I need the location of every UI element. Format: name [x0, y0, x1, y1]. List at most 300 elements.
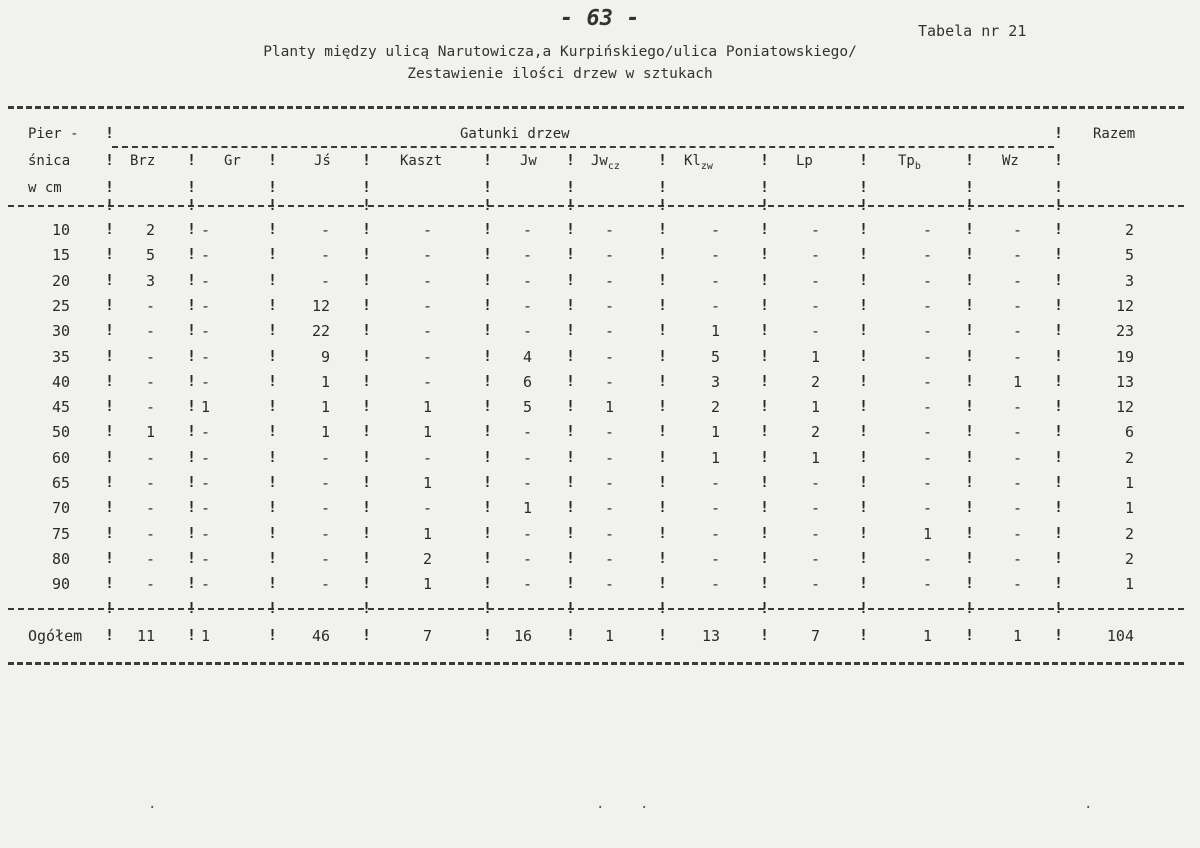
- species-count: 1: [422, 525, 432, 543]
- row-total: 2: [1124, 525, 1134, 543]
- species-count: -: [522, 449, 532, 467]
- column-separator: !: [1054, 271, 1064, 289]
- species-count: 2: [145, 221, 155, 239]
- column-separator: !: [483, 196, 493, 214]
- column-separator: !: [566, 549, 576, 567]
- header-rule: [8, 205, 1184, 207]
- diameter-value: 60: [51, 449, 70, 467]
- column-separator: !: [965, 498, 975, 516]
- species-count: -: [145, 575, 155, 593]
- bottom-rule: [8, 662, 1184, 665]
- header-diameter-line2: śnica: [28, 153, 71, 169]
- column-separator: !: [362, 321, 372, 339]
- species-count: -: [200, 449, 210, 467]
- column-separator: !: [1054, 124, 1064, 142]
- column-separator: !: [362, 347, 372, 365]
- column-separator: !: [760, 524, 770, 542]
- column-separator: !: [566, 372, 576, 390]
- species-count: -: [810, 474, 820, 492]
- column-separator: !: [566, 271, 576, 289]
- species-count: 1: [145, 423, 155, 441]
- column-separator: !: [658, 296, 668, 314]
- column-separator: !: [483, 321, 493, 339]
- species-count: -: [710, 525, 720, 543]
- header-diameter-line1: Pier -: [28, 126, 79, 142]
- column-separator: !: [760, 599, 770, 617]
- column-separator: !: [1054, 498, 1064, 516]
- column-separator: !: [187, 498, 197, 516]
- species-count: 1: [422, 474, 432, 492]
- species-count: -: [145, 373, 155, 391]
- species-count: -: [1012, 499, 1022, 517]
- column-separator: !: [268, 372, 278, 390]
- diameter-value: 80: [51, 550, 70, 568]
- column-separator: !: [1054, 448, 1064, 466]
- header-species-8: $Tp_b$: [898, 153, 921, 172]
- header-species-group: Gatunki drzew: [460, 126, 570, 142]
- species-count: -: [810, 575, 820, 593]
- column-separator: !: [187, 448, 197, 466]
- column-separator: !: [187, 178, 197, 196]
- species-count: 1: [810, 398, 820, 416]
- column-separator: !: [268, 549, 278, 567]
- header-species-subscript: cz: [607, 160, 620, 172]
- species-count: -: [145, 550, 155, 568]
- column-separator: !: [760, 271, 770, 289]
- column-separator: !: [105, 599, 115, 617]
- species-count: -: [200, 550, 210, 568]
- column-separator: !: [362, 524, 372, 542]
- column-separator: !: [658, 196, 668, 214]
- species-count: -: [145, 398, 155, 416]
- column-separator: !: [965, 245, 975, 263]
- species-total: 11: [136, 627, 155, 645]
- title-line-2: Zestawienie ilości drzew w sztukach: [407, 66, 713, 82]
- row-total: 19: [1115, 348, 1134, 366]
- species-count: -: [710, 499, 720, 517]
- column-separator: !: [483, 245, 493, 263]
- column-separator: !: [859, 196, 869, 214]
- species-count: -: [422, 221, 432, 239]
- column-separator: !: [658, 498, 668, 516]
- species-count: -: [200, 246, 210, 264]
- species-count: -: [422, 499, 432, 517]
- column-separator: !: [760, 397, 770, 415]
- row-total: 1: [1124, 474, 1134, 492]
- species-count: -: [145, 297, 155, 315]
- column-separator: !: [187, 271, 197, 289]
- species-count: -: [522, 550, 532, 568]
- column-separator: !: [105, 422, 115, 440]
- column-separator: !: [483, 372, 493, 390]
- column-separator: !: [362, 178, 372, 196]
- row-total: 2: [1124, 449, 1134, 467]
- diameter-value: 10: [51, 221, 70, 239]
- column-separator: !: [105, 245, 115, 263]
- column-separator: !: [483, 549, 493, 567]
- column-separator: !: [362, 498, 372, 516]
- species-count: -: [1012, 423, 1022, 441]
- species-count: -: [922, 348, 932, 366]
- species-count: 1: [810, 348, 820, 366]
- species-total: 13: [701, 627, 720, 645]
- species-count: -: [422, 272, 432, 290]
- species-count: -: [922, 449, 932, 467]
- species-count: -: [522, 322, 532, 340]
- diameter-value: 40: [51, 373, 70, 391]
- species-count: 3: [145, 272, 155, 290]
- species-count: -: [710, 272, 720, 290]
- column-separator: !: [268, 245, 278, 263]
- species-count: -: [922, 221, 932, 239]
- column-separator: !: [859, 473, 869, 491]
- column-separator: !: [859, 599, 869, 617]
- column-separator: !: [187, 372, 197, 390]
- column-separator: !: [965, 574, 975, 592]
- species-count: -: [522, 272, 532, 290]
- column-separator: !: [268, 448, 278, 466]
- group-underline: [112, 146, 1054, 148]
- species-count: -: [922, 322, 932, 340]
- column-separator: !: [566, 448, 576, 466]
- header-species-9: Wz: [1002, 153, 1019, 169]
- column-separator: !: [187, 397, 197, 415]
- species-count: 12: [311, 297, 330, 315]
- column-separator: !: [658, 220, 668, 238]
- species-count: -: [1012, 348, 1022, 366]
- column-separator: !: [658, 372, 668, 390]
- species-count: -: [422, 449, 432, 467]
- species-count: -: [604, 449, 614, 467]
- column-separator: !: [268, 347, 278, 365]
- header-species-1: Gr: [224, 153, 241, 169]
- column-separator: !: [483, 347, 493, 365]
- column-separator: !: [859, 151, 869, 169]
- column-separator: !: [187, 245, 197, 263]
- species-count: 2: [710, 398, 720, 416]
- column-separator: !: [1054, 574, 1064, 592]
- species-count: -: [200, 525, 210, 543]
- row-total: 1: [1124, 575, 1134, 593]
- column-separator: !: [658, 321, 668, 339]
- species-count: -: [1012, 398, 1022, 416]
- column-separator: !: [859, 321, 869, 339]
- species-count: -: [810, 272, 820, 290]
- column-separator: !: [658, 574, 668, 592]
- species-total: 46: [311, 627, 330, 645]
- column-separator: !: [483, 448, 493, 466]
- species-count: -: [200, 474, 210, 492]
- column-separator: !: [965, 397, 975, 415]
- species-count: 2: [810, 423, 820, 441]
- title-line-1: Planty między ulicą Narutowicza,a Kurpińskiego/ulica Poniatowskiego/: [263, 44, 857, 60]
- species-count: -: [604, 575, 614, 593]
- column-separator: !: [362, 448, 372, 466]
- column-separator: !: [760, 151, 770, 169]
- column-separator: !: [187, 220, 197, 238]
- column-separator: !: [760, 626, 770, 644]
- species-count: 1: [522, 499, 532, 517]
- column-separator: !: [760, 372, 770, 390]
- diameter-value: 35: [51, 348, 70, 366]
- species-count: -: [604, 348, 614, 366]
- column-separator: !: [859, 245, 869, 263]
- column-separator: !: [859, 549, 869, 567]
- column-separator: !: [658, 347, 668, 365]
- column-separator: !: [658, 397, 668, 415]
- column-separator: !: [268, 296, 278, 314]
- species-count: -: [922, 398, 932, 416]
- species-count: -: [604, 525, 614, 543]
- species-count: -: [320, 221, 330, 239]
- column-separator: !: [1054, 245, 1064, 263]
- species-count: -: [145, 348, 155, 366]
- species-count: 1: [320, 373, 330, 391]
- row-total: 12: [1115, 398, 1134, 416]
- column-separator: !: [1054, 196, 1064, 214]
- species-count: -: [810, 221, 820, 239]
- column-separator: !: [760, 448, 770, 466]
- diameter-value: 45: [51, 398, 70, 416]
- column-separator: !: [859, 524, 869, 542]
- column-separator: !: [760, 296, 770, 314]
- species-count: 3: [710, 373, 720, 391]
- column-separator: !: [483, 574, 493, 592]
- column-separator: !: [1054, 321, 1064, 339]
- column-separator: !: [1054, 372, 1064, 390]
- diameter-value: 30: [51, 322, 70, 340]
- column-separator: !: [187, 321, 197, 339]
- diameter-value: 75: [51, 525, 70, 543]
- column-separator: !: [658, 524, 668, 542]
- column-separator: !: [566, 422, 576, 440]
- column-separator: !: [965, 422, 975, 440]
- column-separator: !: [362, 549, 372, 567]
- species-count: -: [1012, 322, 1022, 340]
- species-count: -: [1012, 474, 1022, 492]
- column-separator: !: [566, 473, 576, 491]
- species-total: 1: [922, 627, 932, 645]
- species-count: 1: [320, 423, 330, 441]
- species-count: 2: [422, 550, 432, 568]
- species-count: -: [604, 550, 614, 568]
- column-separator: !: [859, 372, 869, 390]
- column-separator: !: [859, 626, 869, 644]
- column-separator: !: [105, 296, 115, 314]
- column-separator: !: [965, 599, 975, 617]
- column-separator: !: [965, 220, 975, 238]
- species-count: -: [320, 474, 330, 492]
- column-separator: !: [187, 599, 197, 617]
- diameter-value: 65: [51, 474, 70, 492]
- species-count: -: [200, 575, 210, 593]
- column-separator: !: [268, 574, 278, 592]
- column-separator: !: [105, 498, 115, 516]
- total-label: Ogółem: [28, 627, 83, 645]
- species-count: 5: [145, 246, 155, 264]
- column-separator: !: [1054, 549, 1064, 567]
- column-separator: !: [566, 347, 576, 365]
- species-count: -: [922, 499, 932, 517]
- species-count: -: [1012, 575, 1022, 593]
- column-separator: !: [362, 473, 372, 491]
- species-count: 1: [810, 449, 820, 467]
- column-separator: !: [859, 422, 869, 440]
- header-species-5: $Jw_{cz}$: [591, 153, 620, 172]
- species-count: -: [522, 423, 532, 441]
- column-separator: !: [483, 626, 493, 644]
- species-count: -: [200, 322, 210, 340]
- species-count: -: [320, 575, 330, 593]
- column-separator: !: [566, 178, 576, 196]
- header-species-subscript: zw: [700, 160, 713, 172]
- species-total: 7: [422, 627, 432, 645]
- body-end-rule: [8, 608, 1184, 610]
- column-separator: !: [1054, 599, 1064, 617]
- species-count: -: [922, 373, 932, 391]
- column-separator: !: [658, 422, 668, 440]
- species-count: 1: [422, 423, 432, 441]
- species-count: -: [604, 272, 614, 290]
- column-separator: !: [965, 524, 975, 542]
- column-separator: !: [1054, 473, 1064, 491]
- column-separator: !: [760, 220, 770, 238]
- column-separator: !: [105, 347, 115, 365]
- column-separator: !: [362, 196, 372, 214]
- column-separator: !: [268, 397, 278, 415]
- column-separator: !: [1054, 397, 1064, 415]
- species-count: -: [145, 474, 155, 492]
- column-separator: !: [187, 296, 197, 314]
- species-count: 1: [1012, 373, 1022, 391]
- column-separator: !: [483, 271, 493, 289]
- species-count: -: [604, 221, 614, 239]
- species-count: -: [200, 348, 210, 366]
- column-separator: !: [187, 574, 197, 592]
- column-separator: !: [483, 422, 493, 440]
- column-separator: !: [658, 151, 668, 169]
- column-separator: !: [105, 574, 115, 592]
- species-count: -: [922, 297, 932, 315]
- row-total: 3: [1124, 272, 1134, 290]
- column-separator: !: [965, 196, 975, 214]
- column-separator: !: [362, 245, 372, 263]
- species-count: 5: [710, 348, 720, 366]
- column-separator: !: [760, 196, 770, 214]
- species-count: -: [604, 423, 614, 441]
- species-count: 1: [422, 575, 432, 593]
- species-count: -: [604, 322, 614, 340]
- species-count: -: [710, 221, 720, 239]
- column-separator: !: [105, 271, 115, 289]
- column-separator: !: [566, 245, 576, 263]
- species-count: -: [710, 297, 720, 315]
- column-separator: !: [1054, 220, 1064, 238]
- header-diameter-line3: w cm: [28, 180, 62, 196]
- column-separator: !: [105, 196, 115, 214]
- column-separator: !: [965, 448, 975, 466]
- stray-marks: ·: [640, 800, 649, 816]
- column-separator: !: [105, 626, 115, 644]
- species-count: 1: [200, 398, 210, 416]
- species-count: -: [145, 322, 155, 340]
- column-separator: !: [483, 296, 493, 314]
- species-count: -: [320, 246, 330, 264]
- column-separator: !: [362, 626, 372, 644]
- column-separator: !: [859, 498, 869, 516]
- column-separator: !: [362, 151, 372, 169]
- species-count: -: [1012, 550, 1022, 568]
- column-separator: !: [268, 271, 278, 289]
- column-separator: !: [566, 220, 576, 238]
- species-count: -: [1012, 272, 1022, 290]
- column-separator: !: [1054, 347, 1064, 365]
- column-separator: !: [268, 599, 278, 617]
- column-separator: !: [965, 271, 975, 289]
- column-separator: !: [187, 347, 197, 365]
- species-total: 1: [200, 627, 210, 645]
- column-separator: !: [760, 473, 770, 491]
- row-total: 2: [1124, 550, 1134, 568]
- column-separator: !: [760, 245, 770, 263]
- column-separator: !: [965, 549, 975, 567]
- column-separator: !: [268, 151, 278, 169]
- column-separator: !: [268, 524, 278, 542]
- column-separator: !: [859, 397, 869, 415]
- species-total: 1: [604, 627, 614, 645]
- column-separator: !: [483, 178, 493, 196]
- grand-total: 104: [1106, 627, 1134, 645]
- column-separator: !: [362, 574, 372, 592]
- header-species-subscript: b: [914, 160, 921, 172]
- column-separator: !: [760, 549, 770, 567]
- stray-marks: ·: [148, 800, 157, 816]
- header-species-4: Jw: [520, 153, 537, 169]
- column-separator: !: [105, 321, 115, 339]
- column-separator: !: [483, 473, 493, 491]
- diameter-value: 70: [51, 499, 70, 517]
- column-separator: !: [483, 151, 493, 169]
- species-total: 16: [513, 627, 532, 645]
- row-total: 1: [1124, 499, 1134, 517]
- species-total: 1: [1012, 627, 1022, 645]
- column-separator: !: [105, 220, 115, 238]
- species-count: -: [922, 550, 932, 568]
- column-separator: !: [566, 498, 576, 516]
- species-count: -: [604, 373, 614, 391]
- species-count: 1: [320, 398, 330, 416]
- species-count: -: [522, 525, 532, 543]
- species-count: -: [422, 348, 432, 366]
- column-separator: !: [566, 599, 576, 617]
- species-count: 2: [810, 373, 820, 391]
- column-separator: !: [859, 220, 869, 238]
- column-separator: !: [859, 347, 869, 365]
- column-separator: !: [362, 372, 372, 390]
- column-separator: !: [965, 178, 975, 196]
- column-separator: !: [658, 271, 668, 289]
- column-separator: !: [566, 524, 576, 542]
- column-separator: !: [483, 599, 493, 617]
- column-separator: !: [362, 220, 372, 238]
- column-separator: !: [1054, 178, 1064, 196]
- species-count: 9: [320, 348, 330, 366]
- column-separator: !: [566, 296, 576, 314]
- column-separator: !: [566, 321, 576, 339]
- row-total: 5: [1124, 246, 1134, 264]
- row-total: 23: [1115, 322, 1134, 340]
- header-species-2: Jś: [314, 153, 331, 169]
